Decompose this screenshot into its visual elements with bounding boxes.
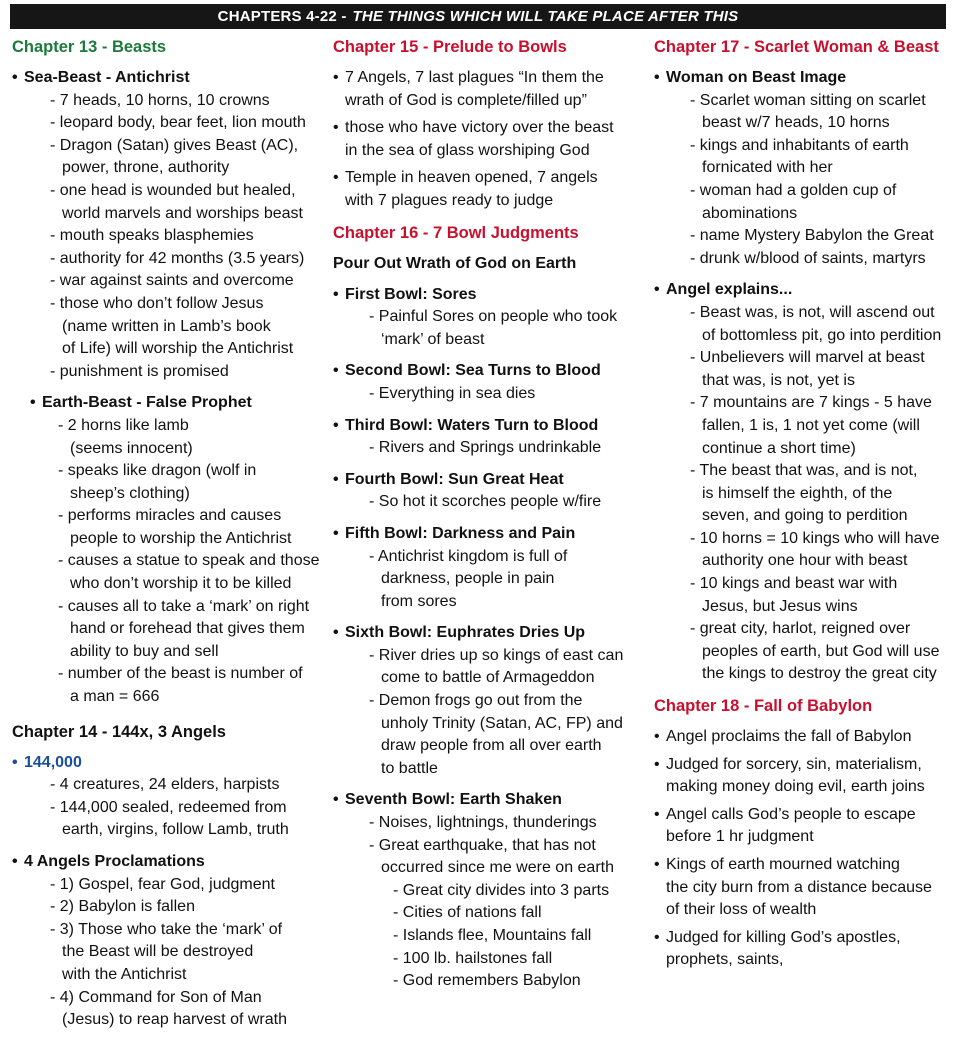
list-item: come to battle of Armageddon — [381, 669, 595, 687]
earth-beast-section — [12, 392, 322, 708]
earth-beast-title: • Earth-Beast - False Prophet — [30, 394, 252, 412]
list-item: - Rivers and Springs undrinkable — [369, 439, 602, 457]
list-item: - 7 mountains are 7 kings - 5 have — [690, 394, 932, 412]
bowl-section — [333, 284, 645, 352]
bullet-item — [654, 804, 970, 849]
bowl-title — [333, 789, 645, 812]
list-item: hand or forehead that gives them — [70, 620, 305, 638]
list-item: - 144,000 sealed, redeemed from — [50, 798, 287, 816]
list-item: (Jesus) to reap harvest of wrath — [62, 1011, 287, 1029]
list-item: is himself the eighth, of the — [702, 484, 893, 502]
angels-lines — [12, 874, 322, 1032]
bowl-title-text: First Bowl: Sores — [345, 285, 477, 303]
chapters-banner — [10, 4, 946, 29]
bowl-title-text: Fifth Bowl: Darkness and Pain — [345, 524, 576, 542]
list-item: - Dragon (Satan) gives Beast (AC), — [50, 136, 299, 154]
bowl-title-text: Third Bowl: Waters Turn to Blood — [345, 416, 599, 434]
list-item: - 4) Command for Son of Man — [50, 988, 262, 1006]
list-item: unholy Trinity (Satan, AC, FP) and — [381, 714, 623, 732]
bullet-line: before 1 hr judgment — [666, 828, 814, 846]
list-item: occurred since me were on earth — [381, 859, 614, 877]
bullet-dot: • — [654, 928, 660, 946]
list-item: - one head is wounded but healed, — [50, 181, 296, 199]
list-item: power, throne, authority — [62, 159, 230, 177]
list-item: abominations — [702, 204, 798, 222]
list-item: ‘mark’ of beast — [381, 330, 485, 348]
list-item: Jesus, but Jesus wins — [702, 597, 858, 615]
list-item: - woman had a golden cup of — [690, 181, 897, 199]
bowl-lines — [333, 645, 645, 781]
list-item: - River dries up so kings of east can — [369, 646, 624, 664]
chapter-18-heading: Chapter 18 - Fall of Babylon — [654, 697, 873, 716]
bullet-dot: • — [333, 285, 339, 303]
bullet-line: Kings of earth mourned watching — [666, 856, 900, 873]
bowl-section — [333, 622, 645, 780]
list-item: - Everything in sea dies — [369, 384, 536, 402]
earth-beast-lines — [12, 415, 322, 709]
bullet-line: those who have victory over the beast — [345, 119, 614, 137]
bullet-item — [654, 754, 970, 799]
list-item: world marvels and worships beast — [62, 204, 303, 222]
bullet-line: in the sea of glass worshiping God — [345, 141, 590, 159]
list-item: seven, and going to perdition — [702, 507, 908, 525]
bowl-title-text: Second Bowl: Sea Turns to Blood — [345, 362, 601, 380]
bullet-line: Judged for sorcery, sin, materialism, — [666, 755, 922, 773]
bullet-line: Judged for killing God’s apostles, — [666, 928, 901, 946]
list-item: - number of the beast is number of — [58, 665, 303, 683]
bullet-dot: • — [333, 69, 339, 86]
angel-explains-lines — [654, 302, 970, 686]
bullet-item — [333, 117, 645, 162]
list-item: - 4 creatures, 24 elders, harpists — [50, 776, 280, 794]
144000-section — [12, 752, 322, 842]
chapter-17-heading: Chapter 17 - Scarlet Woman & Beast — [654, 38, 939, 56]
bullet-line: with 7 plagues ready to judge — [345, 191, 554, 209]
bullet-dot: • — [654, 755, 660, 773]
list-item: - God remembers Babylon — [393, 972, 581, 990]
list-item: - 100 lb. hailstones fall — [393, 949, 553, 967]
bowl-lines — [333, 437, 645, 460]
list-item: authority one hour with beast — [702, 552, 908, 570]
list-item: - performs miracles and causes — [58, 507, 282, 525]
list-item: - name Mystery Babylon the Great — [690, 227, 934, 245]
bowl-title-text: Sixth Bowl: Euphrates Dries Up — [345, 624, 586, 642]
bowl-title — [333, 284, 645, 307]
list-item: fornicated with her — [702, 159, 833, 177]
list-item: (seems innocent) — [70, 439, 193, 457]
list-item: that was, is not, yet is — [702, 371, 855, 389]
bowl-section — [333, 789, 645, 992]
list-item: who don’t worship it to be killed — [70, 575, 292, 593]
bullet-line: the city burn from a distance because — [666, 878, 932, 896]
bullet-dot: • — [333, 470, 339, 488]
bullet-dot: • — [333, 169, 339, 187]
144000-title: • 144,000 — [12, 753, 82, 771]
list-item: - causes all to take a ‘mark’ on right — [58, 597, 310, 615]
list-item: - 1) Gospel, fear God, judgment — [50, 875, 275, 893]
list-item: continue a short time) — [702, 439, 856, 457]
list-item: - 10 kings and beast war with — [690, 575, 898, 593]
list-item: - causes a statue to speak and those — [58, 552, 320, 570]
list-item: the kings to destroy the great city — [702, 665, 937, 683]
list-item: - Antichrist kingdom is full of — [369, 547, 568, 565]
list-item: to battle — [381, 759, 438, 777]
angels-title: • 4 Angels Proclamations — [12, 853, 205, 870]
list-item: - 2) Babylon is fallen — [50, 898, 195, 916]
list-item: - So hot it scorches people w/fire — [369, 493, 602, 511]
bullet-line: of their loss of wealth — [666, 901, 817, 919]
banner-main: CHAPTERS 4-22 - — [217, 8, 347, 25]
column-1 — [12, 36, 322, 1041]
list-item: (name written in Lamb’s book — [62, 317, 271, 335]
bullet-dot: • — [333, 362, 339, 380]
bowl-lines — [333, 491, 645, 514]
list-item: - leopard body, bear feet, lion mouth — [50, 114, 306, 132]
list-item: - Noises, lightnings, thunderings — [369, 814, 597, 832]
list-item: sheep’s clothing) — [70, 484, 190, 502]
list-item: - punishment is promised — [50, 362, 229, 380]
list-item: - speaks like dragon (wolf in — [58, 462, 257, 480]
sea-beast-title: • Sea-Beast - Antichrist — [12, 69, 190, 86]
list-item: - those who don’t follow Jesus — [50, 294, 264, 312]
list-item: - Scarlet woman sitting on scarlet — [690, 91, 926, 109]
list-item: earth, virgins, follow Lamb, truth — [62, 821, 289, 839]
bowl-lines — [333, 383, 645, 406]
bullet-dot: • — [333, 624, 339, 642]
bullet-dot: • — [333, 791, 339, 809]
woman-section — [654, 67, 970, 270]
list-item: - Great city divides into 3 parts — [393, 881, 610, 899]
bullet-item — [654, 854, 970, 922]
woman-lines — [654, 90, 970, 271]
list-item: peoples of earth, but God will use — [702, 642, 940, 660]
list-item: draw people from all over earth — [381, 737, 602, 755]
list-item: a man = 666 — [70, 688, 160, 706]
list-item: - Unbelievers will marvel at beast — [690, 349, 925, 367]
bullet-dot: • — [654, 728, 660, 746]
bullet-line: Angel calls God’s people to escape — [666, 805, 916, 823]
chapter-16-heading: Chapter 16 - 7 Bowl Judgments — [333, 223, 579, 242]
bowl-title — [333, 360, 645, 383]
list-item: people to worship the Antichrist — [70, 529, 292, 547]
bullet-line: Temple in heaven opened, 7 angels — [345, 169, 598, 187]
bullet-item — [654, 726, 970, 749]
bullet-dot: • — [654, 856, 660, 873]
list-item: the Beast will be destroyed — [62, 943, 254, 961]
chapter-15-heading: Chapter 15 - Prelude to Bowls — [333, 38, 567, 56]
list-item: of bottomless pit, go into perdition — [702, 326, 942, 344]
list-item: - 7 heads, 10 horns, 10 crowns — [50, 91, 270, 109]
list-item: - Islands flee, Mountains fall — [393, 927, 592, 944]
list-item: - Great earthquake, that has not — [369, 836, 596, 854]
bowl-lines — [333, 306, 645, 351]
bowl-title — [333, 469, 645, 492]
bowl-title — [333, 523, 645, 546]
bowl-title — [333, 415, 645, 438]
column-3 — [654, 36, 970, 981]
bowl-section — [333, 360, 645, 405]
bowl-title-text: Seventh Bowl: Earth Shaken — [345, 791, 562, 809]
bullet-line: wrath of God is complete/filled up” — [345, 91, 587, 109]
banner-subtitle: THE THINGS WHICH WILL TAKE PLACE AFTER THIS — [352, 8, 739, 25]
woman-title: • Woman on Beast Image — [654, 69, 847, 86]
bullet-item — [333, 67, 645, 112]
bowl-title-text: Fourth Bowl: Sun Great Heat — [345, 470, 564, 488]
chapter-13-heading: Chapter 13 - Beasts — [12, 38, 167, 56]
bullet-line: prophets, saints, — [666, 951, 784, 969]
sea-beast-lines — [12, 90, 322, 384]
bowl-title — [333, 622, 645, 645]
bullet-dot: • — [333, 524, 339, 542]
list-item: beast w/7 heads, 10 horns — [702, 114, 890, 132]
144000-lines — [12, 774, 322, 842]
list-item: - authority for 42 months (3.5 years) — [50, 249, 305, 267]
sea-beast-section — [12, 67, 322, 383]
list-item: darkness, people in pain — [381, 570, 555, 588]
list-item: - Painful Sores on people who took — [369, 308, 618, 326]
chapter-16-subheading: Pour Out Wrath of God on Earth — [333, 254, 577, 272]
bullet-dot: • — [333, 119, 339, 137]
angel-explains-section — [654, 279, 970, 686]
list-item: - great city, harlot, reigned over — [690, 620, 911, 638]
list-item: - Beast was, is not, will ascend out — [690, 303, 935, 321]
chapter-14-heading: Chapter 14 - 144x, 3 Angels — [12, 722, 226, 741]
bowl-section — [333, 469, 645, 514]
list-item: of Life) will worship the Antichrist — [62, 340, 294, 358]
list-item: with the Antichrist — [62, 965, 187, 983]
bullet-line: making money doing evil, earth joins — [666, 778, 925, 796]
list-item: - drunk w/blood of saints, martyrs — [690, 249, 926, 267]
bullet-line: Angel proclaims the fall of Babylon — [666, 728, 912, 746]
bowl-section — [333, 415, 645, 460]
list-item: fallen, 1 is, 1 not yet come (will — [702, 416, 920, 434]
list-item: ability to buy and sell — [70, 642, 219, 660]
list-item: - Demon frogs go out from the — [369, 692, 583, 710]
bowl-section — [333, 523, 645, 613]
chapter-15-items — [333, 67, 645, 213]
bowl-lines — [333, 812, 645, 993]
angels-section — [12, 851, 322, 1032]
list-item: - mouth speaks blasphemies — [50, 227, 254, 245]
bowls-list — [333, 284, 645, 993]
list-item: - 3) Those who take the ‘mark’ of — [50, 920, 283, 938]
list-item: from sores — [381, 592, 457, 610]
chapter-18-items — [654, 726, 970, 972]
bullet-line: 7 Angels, 7 last plagues “In them the — [345, 69, 604, 86]
bullet-dot: • — [333, 416, 339, 434]
bullet-item — [333, 167, 645, 212]
list-item: - war against saints and overcome — [50, 272, 294, 290]
list-item: - The beast that was, and is not, — [690, 462, 918, 480]
bullet-item — [654, 927, 970, 972]
list-item: - 10 horns = 10 kings who will have — [690, 529, 940, 547]
angel-explains-title: • Angel explains... — [654, 281, 793, 299]
list-item: - Cities of nations fall — [393, 904, 542, 922]
bowl-lines — [333, 546, 645, 614]
list-item: - kings and inhabitants of earth — [690, 136, 909, 154]
column-2 — [333, 36, 645, 1002]
bullet-dot: • — [654, 805, 660, 823]
list-item: - 2 horns like lamb — [58, 416, 189, 434]
